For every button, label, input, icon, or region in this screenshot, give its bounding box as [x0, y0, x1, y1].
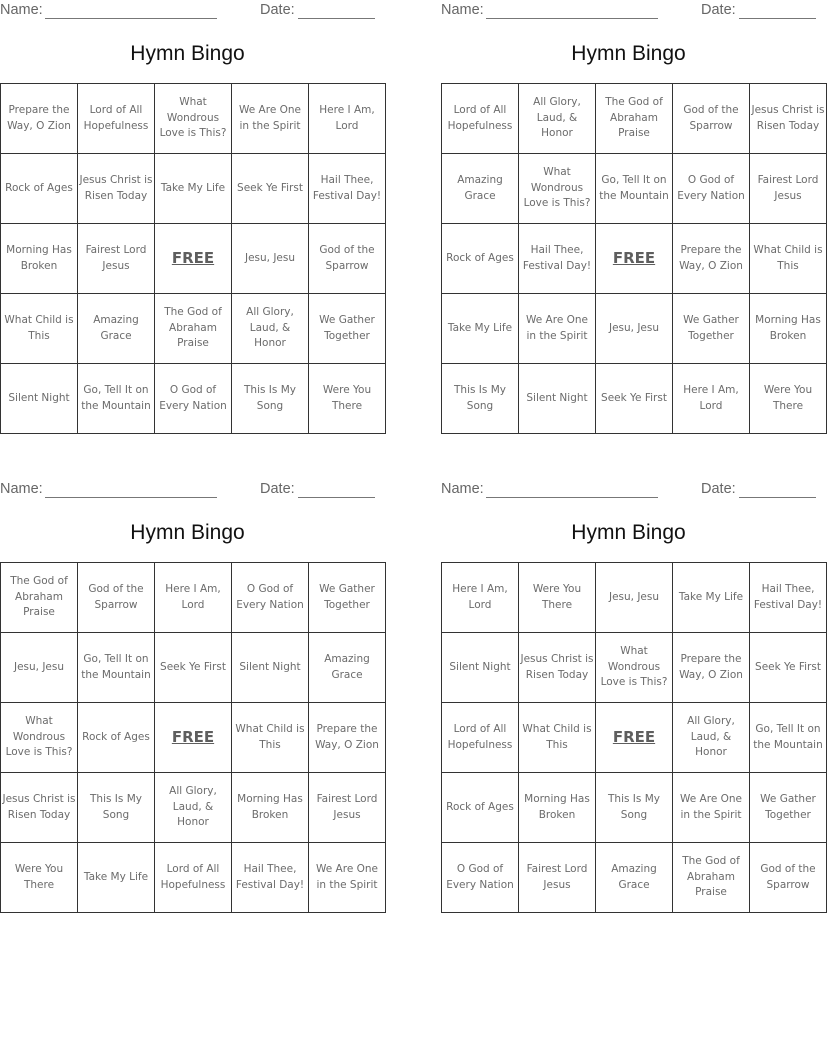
card-header [0, 1, 375, 21]
bingo-row [1, 703, 386, 773]
bingo-row [442, 84, 827, 154]
date-blank-line [298, 18, 375, 19]
bingo-cell: Go, Tell It on the Mountain [596, 154, 673, 224]
bingo-cell: We Are One in the Spirit [309, 843, 386, 913]
bingo-cell: Take My Life [673, 563, 750, 633]
bingo-cell: What Wondrous Love is This? [1, 703, 78, 773]
bingo-row [442, 224, 827, 294]
date-label: Date: [701, 481, 736, 497]
card-title: Hymn Bingo [571, 42, 686, 65]
bingo-cell: Go, Tell It on the Mountain [750, 703, 827, 773]
bingo-cell: Lord of All Hopefulness [442, 703, 519, 773]
card-title: Hymn Bingo [130, 42, 245, 65]
bingo-cell: Were You There [750, 364, 827, 434]
bingo-row [1, 84, 386, 154]
bingo-cell: Morning Has Broken [232, 773, 309, 843]
bingo-grid [0, 83, 386, 434]
bingo-cell: Were You There [309, 364, 386, 434]
bingo-cell: Rock of Ages [442, 224, 519, 294]
bingo-cell: O God of Every Nation [673, 154, 750, 224]
bingo-cell: Rock of Ages [1, 154, 78, 224]
bingo-cell: Amazing Grace [596, 843, 673, 913]
bingo-grid [441, 562, 827, 913]
bingo-cell: The God of Abraham Praise [596, 84, 673, 154]
date-blank-line [298, 497, 375, 498]
bingo-cell: We Are One in the Spirit [519, 294, 596, 364]
date-blank-line [739, 18, 816, 19]
bingo-row [442, 703, 827, 773]
bingo-cell: Jesus Christ is Risen Today [519, 633, 596, 703]
bingo-cell: What Wondrous Love is This? [519, 154, 596, 224]
name-blank-line [486, 497, 658, 498]
bingo-row [1, 773, 386, 843]
bingo-row [442, 633, 827, 703]
bingo-cell: Take My Life [442, 294, 519, 364]
bingo-cell: God of the Sparrow [750, 843, 827, 913]
bingo-row [442, 154, 827, 224]
bingo-cell: Hail Thee, Festival Day! [309, 154, 386, 224]
bingo-cell: Morning Has Broken [1, 224, 78, 294]
bingo-card [0, 0, 382, 412]
bingo-cell: Morning Has Broken [750, 294, 827, 364]
bingo-cell: What Wondrous Love is This? [155, 84, 232, 154]
free-space: FREE [596, 703, 673, 773]
bingo-cell: Jesu, Jesu [232, 224, 309, 294]
bingo-cell: Fairest Lord Jesus [309, 773, 386, 843]
bingo-cell: The God of Abraham Praise [155, 294, 232, 364]
bingo-cell: Here I Am, Lord [309, 84, 386, 154]
bingo-cell: What Child is This [232, 703, 309, 773]
bingo-cell: Jesu, Jesu [596, 294, 673, 364]
card-header [441, 1, 816, 21]
name-label: Name: [441, 2, 484, 18]
bingo-cell: All Glory, Laud, & Honor [673, 703, 750, 773]
bingo-row [442, 294, 827, 364]
bingo-cell: Rock of Ages [442, 773, 519, 843]
free-space: FREE [155, 703, 232, 773]
bingo-cell: The God of Abraham Praise [673, 843, 750, 913]
name-label: Name: [441, 481, 484, 497]
bingo-cell: Lord of All Hopefulness [442, 84, 519, 154]
bingo-cell: O God of Every Nation [232, 563, 309, 633]
bingo-cell: Take My Life [155, 154, 232, 224]
bingo-cell: Morning Has Broken [519, 773, 596, 843]
bingo-cell: All Glory, Laud, & Honor [155, 773, 232, 843]
bingo-grid [441, 83, 827, 434]
bingo-cell: All Glory, Laud, & Honor [232, 294, 309, 364]
bingo-cell: All Glory, Laud, & Honor [519, 84, 596, 154]
card-header [441, 480, 816, 500]
bingo-card [0, 479, 379, 891]
bingo-cell: Here I Am, Lord [155, 563, 232, 633]
free-space: FREE [155, 224, 232, 294]
bingo-cell: This Is My Song [232, 364, 309, 434]
bingo-cell: God of the Sparrow [78, 563, 155, 633]
date-label: Date: [260, 2, 295, 18]
date-label: Date: [701, 2, 736, 18]
bingo-cell: Silent Night [1, 364, 78, 434]
bingo-cell: Here I Am, Lord [673, 364, 750, 434]
bingo-cell: Fairest Lord Jesus [519, 843, 596, 913]
bingo-card [441, 0, 825, 412]
bingo-cell: What Child is This [1, 294, 78, 364]
bingo-row [442, 364, 827, 434]
bingo-row [1, 364, 386, 434]
bingo-cell: Seek Ye First [750, 633, 827, 703]
bingo-row [1, 154, 386, 224]
bingo-cell: The God of Abraham Praise [1, 563, 78, 633]
bingo-cell: Jesu, Jesu [596, 563, 673, 633]
bingo-cell: Hail Thee, Festival Day! [519, 224, 596, 294]
bingo-row [442, 773, 827, 843]
bingo-cell: We Are One in the Spirit [673, 773, 750, 843]
bingo-cell: Silent Night [232, 633, 309, 703]
bingo-row [1, 843, 386, 913]
bingo-cell: Seek Ye First [155, 633, 232, 703]
bingo-cell: Prepare the Way, O Zion [673, 224, 750, 294]
bingo-row [442, 563, 827, 633]
bingo-row [1, 563, 386, 633]
name-blank-line [45, 18, 217, 19]
bingo-cell: Seek Ye First [232, 154, 309, 224]
bingo-cell: Jesus Christ is Risen Today [1, 773, 78, 843]
bingo-cell: We Gather Together [309, 563, 386, 633]
bingo-cell: Silent Night [442, 633, 519, 703]
date-blank-line [739, 497, 816, 498]
bingo-cell: God of the Sparrow [309, 224, 386, 294]
bingo-cell: Fairest Lord Jesus [750, 154, 827, 224]
bingo-cell: What Child is This [519, 703, 596, 773]
bingo-cell: Jesus Christ is Risen Today [750, 84, 827, 154]
bingo-cell: Amazing Grace [442, 154, 519, 224]
bingo-cell: Jesu, Jesu [1, 633, 78, 703]
bingo-cell: Take My Life [78, 843, 155, 913]
bingo-cell: This Is My Song [442, 364, 519, 434]
bingo-cell: Were You There [1, 843, 78, 913]
bingo-grid [0, 562, 386, 913]
bingo-row [1, 633, 386, 703]
bingo-cell: Hail Thee, Festival Day! [232, 843, 309, 913]
bingo-card [441, 479, 823, 899]
bingo-cell: Seek Ye First [596, 364, 673, 434]
bingo-cell: O God of Every Nation [442, 843, 519, 913]
bingo-cell: O God of Every Nation [155, 364, 232, 434]
bingo-cell: This Is My Song [596, 773, 673, 843]
bingo-cell: This Is My Song [78, 773, 155, 843]
bingo-cell: Go, Tell It on the Mountain [78, 364, 155, 434]
bingo-cell: Lord of All Hopefulness [155, 843, 232, 913]
bingo-cell: Lord of All Hopefulness [78, 84, 155, 154]
bingo-cell: We Are One in the Spirit [232, 84, 309, 154]
name-blank-line [45, 497, 217, 498]
name-label: Name: [0, 481, 43, 497]
bingo-cell: Prepare the Way, O Zion [1, 84, 78, 154]
bingo-cell: Fairest Lord Jesus [78, 224, 155, 294]
bingo-cell: Here I Am, Lord [442, 563, 519, 633]
free-space: FREE [596, 224, 673, 294]
card-title: Hymn Bingo [571, 521, 686, 544]
bingo-cell: God of the Sparrow [673, 84, 750, 154]
bingo-cell: Prepare the Way, O Zion [309, 703, 386, 773]
bingo-cell: What Child is This [750, 224, 827, 294]
bingo-cell: Were You There [519, 563, 596, 633]
bingo-cell: We Gather Together [309, 294, 386, 364]
bingo-row [1, 294, 386, 364]
bingo-cell: We Gather Together [673, 294, 750, 364]
bingo-cell: Prepare the Way, O Zion [673, 633, 750, 703]
bingo-cell: We Gather Together [750, 773, 827, 843]
bingo-cell: Jesus Christ is Risen Today [78, 154, 155, 224]
bingo-cell: What Wondrous Love is This? [596, 633, 673, 703]
bingo-cell: Amazing Grace [78, 294, 155, 364]
bingo-row [1, 224, 386, 294]
bingo-row [442, 843, 827, 913]
card-title: Hymn Bingo [130, 521, 245, 544]
bingo-cell: Go, Tell It on the Mountain [78, 633, 155, 703]
bingo-cell: Amazing Grace [309, 633, 386, 703]
name-label: Name: [0, 2, 43, 18]
bingo-cell: Silent Night [519, 364, 596, 434]
bingo-cell: Hail Thee, Festival Day! [750, 563, 827, 633]
card-header [0, 480, 375, 500]
name-blank-line [486, 18, 658, 19]
bingo-cell: Rock of Ages [78, 703, 155, 773]
date-label: Date: [260, 481, 295, 497]
